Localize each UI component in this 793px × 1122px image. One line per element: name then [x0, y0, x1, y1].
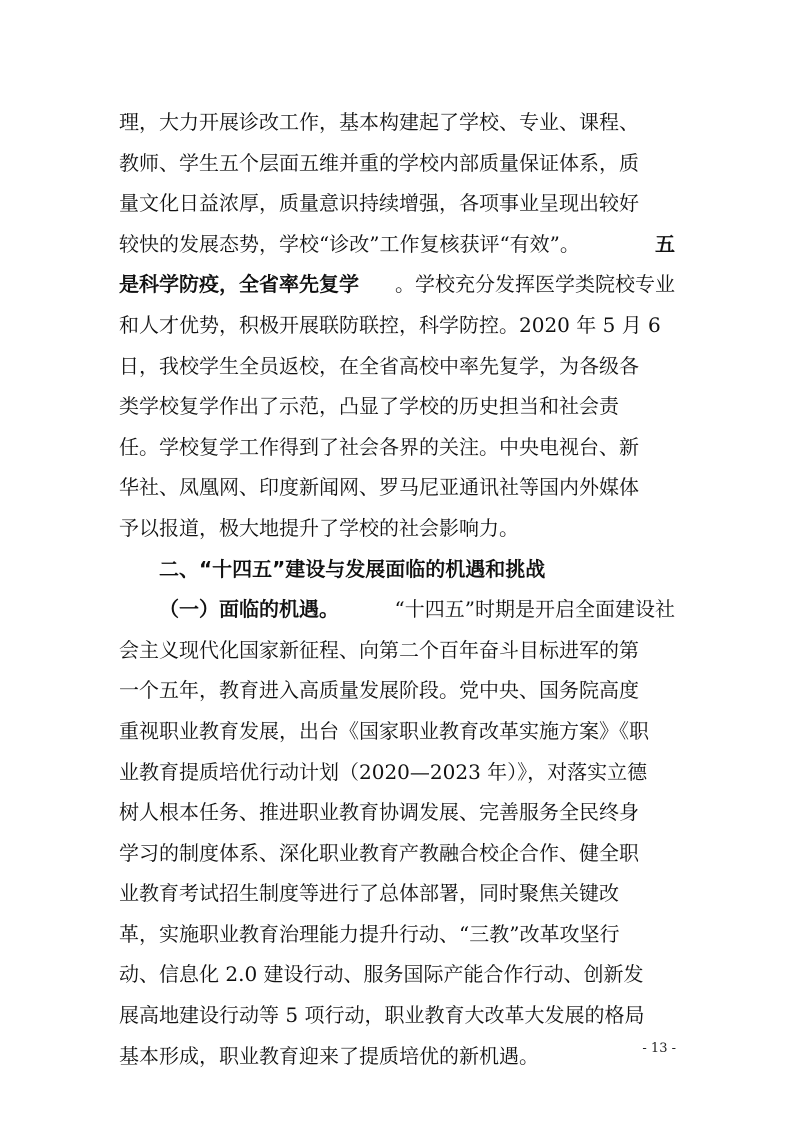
text-line [119, 467, 675, 508]
text-line [119, 386, 675, 427]
bold-text: 是科学防疫，全省率先复学 [119, 272, 359, 297]
line-text: 学习的制度体系、深化职业教育产教融合校企合作、健全职 [119, 840, 639, 865]
line-text: 教师、学生五个层面五维并重的学校内部质量保证体系，质 [119, 150, 639, 175]
text-line [119, 752, 675, 793]
line-text: 类学校复学作出了示范，凸显了学校的历史担当和社会责 [119, 394, 619, 419]
line-text: 树人根本任务、推进职业教育协调发展、完善服务全民终身 [119, 800, 639, 825]
line-text: 革，实施职业教育治理能力提升行动、“三教”改革攻坚行 [119, 921, 620, 946]
line-text: 华社、凤凰网、印度新闻网、罗马尼亚通讯社等国内外媒体 [119, 475, 639, 500]
text-line [119, 102, 675, 143]
text-line [119, 183, 675, 224]
text-line [119, 1036, 675, 1077]
text-line [119, 305, 675, 346]
text-line [119, 143, 675, 184]
line-text: 和人才优势，积极开展联防联控，科学防控。2020 年 5 月 6 [119, 312, 661, 337]
text-line [119, 914, 675, 955]
text-line [119, 589, 675, 630]
subheading-text: （一）面临的机遇。 [159, 597, 339, 622]
bold-text: 五 [655, 231, 675, 256]
text-line [119, 873, 675, 914]
text-line [119, 995, 675, 1036]
text-line [119, 508, 675, 549]
section-heading [119, 549, 675, 590]
text-line [119, 670, 675, 711]
text-line [119, 954, 675, 995]
heading-text: 二、“十四五”建设与发展面临的机遇和挑战 [159, 556, 546, 581]
text-line [119, 427, 675, 468]
text-line [119, 346, 675, 387]
line-text: 予以报道，极大地提升了学校的社会影响力。 [119, 515, 519, 540]
text-line [119, 224, 675, 265]
text-line [119, 792, 675, 833]
line-text: 重视职业教育发展，出台《国家职业教育改革实施方案》《职 [119, 718, 649, 743]
line-text: 业教育提质培优行动计划（2020—2023 年）》，对落实立德 [119, 759, 648, 784]
line-text: 任。学校复学工作得到了社会各界的关注。中央电视台、新 [119, 434, 639, 459]
text-line [119, 711, 675, 752]
line-text: 日，我校学生全员返校，在全省高校中率先复学，为各级各 [119, 353, 639, 378]
line-text: 业教育考试招生制度等进行了总体部署，同时聚焦关键改 [119, 881, 619, 906]
page-number: - 13 - [642, 1041, 676, 1056]
line-text: 较快的发展态势，学校“诊改”工作复核获评“有效”。 [119, 231, 580, 256]
body-text [119, 102, 675, 1076]
line-text: 理，大力开展诊改工作，基本构建起了学校、专业、课程、 [119, 110, 639, 134]
text-line [119, 264, 675, 305]
text-line [119, 630, 675, 671]
line-text: 。学校充分发挥医学类院校专业 [395, 272, 675, 297]
text-line [119, 833, 675, 874]
line-text: 动、信息化 2.0 建设行动、服务国际产能合作行动、创新发 [119, 962, 644, 987]
line-text: 一个五年，教育进入高质量发展阶段。党中央、国务院高度 [119, 678, 639, 703]
line-text: 基本形成，职业教育迎来了提质培优的新机遇。 [119, 1043, 539, 1068]
line-text: 量文化日益浓厚，质量意识持续增强，各项事业呈现出较好 [119, 191, 639, 216]
line-text: 会主义现代化国家新征程、向第二个百年奋斗目标进军的第 [119, 637, 639, 662]
line-text: “十四五”时期是开启全面建设社 [394, 597, 675, 622]
line-text: 展高地建设行动等 5 项行动，职业教育大改革大发展的格局 [119, 1003, 645, 1028]
